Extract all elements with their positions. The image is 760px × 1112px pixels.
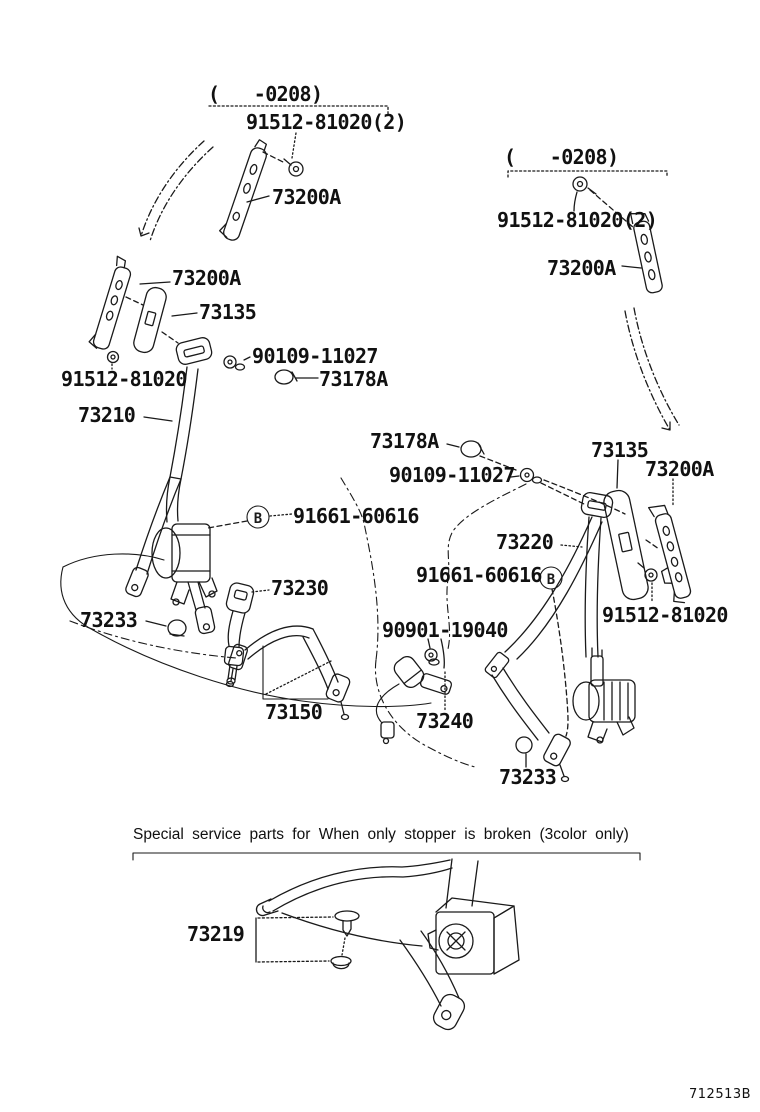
part-label-73150[interactable]: 73150 (265, 700, 323, 724)
shoulder-anchor-left (175, 336, 213, 366)
anchor-bolt-right (521, 469, 542, 484)
lower-anchor-right (542, 733, 572, 768)
screw-left (108, 352, 119, 363)
part-label-91512-81020-right[interactable]: 91512-81020 (602, 603, 728, 627)
bolt-symbol-b-right: B (546, 572, 556, 588)
date-range-top-left: ( -0208) (208, 82, 323, 106)
retractor-right (573, 648, 635, 743)
special-service-note: Special service parts for When only stopper is broken (3color only) (133, 826, 629, 843)
hole-plug-left (275, 370, 297, 384)
stopper-button-bottom (331, 957, 351, 969)
left-seat-belt-assembly (61, 256, 431, 724)
anchor-rail-left (88, 256, 135, 352)
part-label-91512-81020-left[interactable]: 91512-81020 (61, 367, 187, 391)
part-label-73200a-tl[interactable]: 73200A (272, 185, 341, 209)
part-label-73135-left[interactable]: 73135 (199, 300, 257, 324)
part-label-91512-81020-2-tl[interactable]: 91512-81020(2) (246, 110, 407, 134)
part-label-73219[interactable]: 73219 (187, 922, 245, 946)
figure-code: 712513B (689, 1087, 752, 1102)
part-label-90109-11027-right[interactable]: 90109-11027 (389, 463, 515, 487)
inner-buckle-73230 (224, 582, 255, 684)
garnish-left (132, 286, 168, 355)
part-label-73178a-left[interactable]: 73178A (319, 367, 388, 391)
anchor-cap-left (168, 620, 186, 636)
note-bracket (133, 853, 640, 860)
part-label-73200a-tr[interactable]: 73200A (547, 256, 616, 280)
part-label-73230[interactable]: 73230 (271, 576, 329, 600)
part-label-90109-11027-left[interactable]: 90109-11027 (252, 344, 378, 368)
date-range-top-right: ( -0208) (504, 145, 619, 169)
belt-webbing-left (136, 367, 198, 574)
part-label-91661-60616-right[interactable]: 91661-60616 (416, 563, 542, 587)
part-label-73210[interactable]: 73210 (78, 403, 136, 427)
anchor-plate-tl (218, 137, 271, 242)
anchor-bolt-left (224, 356, 245, 370)
screw-tl (284, 159, 303, 176)
stopper-belt-drawing (256, 859, 519, 1033)
screw-right (638, 563, 657, 581)
part-label-73240[interactable]: 73240 (416, 709, 474, 733)
part-label-73233-left[interactable]: 73233 (80, 608, 138, 632)
retractor-left (152, 524, 217, 610)
part-label-73200a-right[interactable]: 73200A (645, 457, 714, 481)
floor-bolt-90901 (425, 649, 439, 665)
latch-plate-right (484, 651, 510, 679)
part-label-90901-19040[interactable]: 90901-19040 (382, 618, 508, 642)
stopper-button-top (335, 911, 359, 936)
part-label-91512-81020-2-tr[interactable]: 91512-81020(2) (497, 208, 658, 232)
shoulder-anchor-right (580, 492, 613, 519)
part-label-73135-right[interactable]: 73135 (591, 438, 649, 462)
part-label-73178a-right[interactable]: 73178A (370, 429, 439, 453)
part-label-73220[interactable]: 73220 (496, 530, 554, 554)
belt-anchor-plate-left (124, 566, 149, 598)
hole-plug-right (461, 441, 484, 457)
lower-anchor-left (194, 606, 215, 635)
part-label-73200a-left[interactable]: 73200A (172, 266, 241, 290)
date-bracket-tr (508, 171, 667, 177)
part-label-73233-right[interactable]: 73233 (499, 765, 557, 789)
part-label-91661-60616-left[interactable]: 91661-60616 (293, 504, 419, 528)
garnish-right (602, 488, 650, 601)
anchor-cap-right (516, 737, 532, 753)
bolt-symbol-b-left: B (253, 511, 263, 527)
